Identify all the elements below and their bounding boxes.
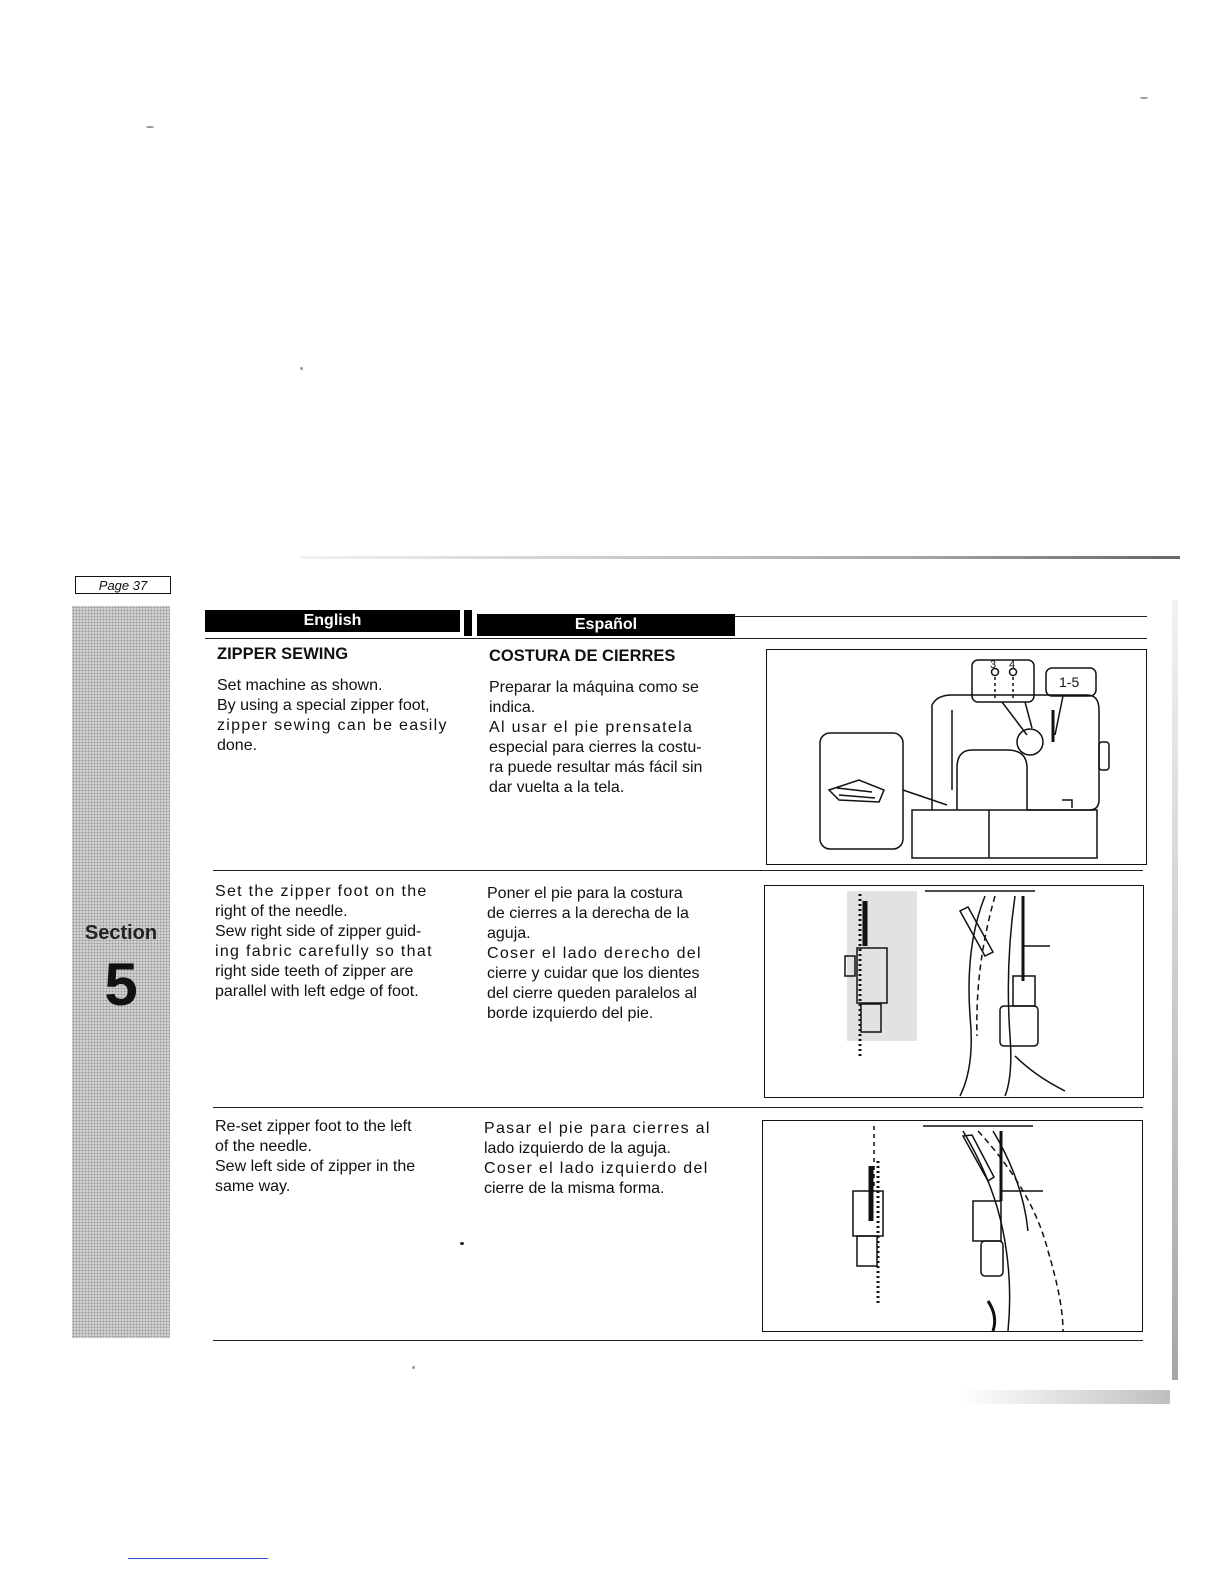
text-line: done. — [217, 737, 258, 754]
english-header: English — [205, 610, 460, 632]
text-line: cierre de la misma forma. — [484, 1180, 665, 1197]
text-line: parallel with left edge of foot. — [215, 983, 419, 1000]
english-heading: ZIPPER SEWING — [217, 645, 349, 663]
text-line: borde izquierdo del pie. — [487, 1005, 654, 1022]
dial-number-3: 3 — [990, 659, 997, 671]
text-line: By using a special zipper foot, — [217, 697, 430, 714]
text-line: Pasar el pie para cierres al — [484, 1120, 711, 1137]
scan-edge-line — [300, 556, 1180, 559]
page-number-label: Page 37 — [75, 576, 171, 594]
zipper-right-figure — [764, 885, 1144, 1098]
scan-speck — [1140, 97, 1148, 99]
text-line: Re-set zipper foot to the left — [215, 1118, 412, 1135]
text-line: Set machine as shown. — [217, 677, 383, 694]
scan-speck — [460, 1242, 464, 1245]
text-line: Al usar el pie prensatela — [489, 719, 694, 736]
sewing-machine-illustration — [767, 650, 1148, 866]
text-line: indica. — [489, 699, 536, 716]
dial-number-4: 4 — [1009, 659, 1016, 671]
spanish-header: Español — [477, 614, 735, 636]
english-text-block-3 — [215, 1117, 465, 1197]
text-line: dar vuelta a la tela. — [489, 779, 625, 796]
text-line: especial para cierres la costu- — [489, 739, 702, 756]
english-text-block-2 — [215, 882, 465, 1002]
stitch-callout-label: 1-5 — [1059, 674, 1080, 690]
zipper-left-figure — [762, 1120, 1143, 1332]
english-text-block-1 — [217, 676, 467, 756]
scan-speck — [300, 367, 303, 370]
spanish-text-block-3 — [484, 1119, 749, 1199]
sewing-machine-figure — [766, 649, 1147, 865]
text-line: zipper sewing can be easily — [217, 717, 448, 734]
zipper-left-illustration — [763, 1121, 1144, 1333]
zipper-edge — [960, 896, 985, 1096]
text-line: Sew left side of zipper in the — [215, 1158, 416, 1175]
text-line: Coser el lado derecho del — [487, 945, 702, 962]
bottom-rule — [213, 1340, 1143, 1341]
scan-edge-shadow — [960, 1390, 1170, 1404]
spanish-heading: COSTURA DE CIERRES — [489, 647, 676, 665]
text-line: Poner el pie para la costura — [487, 885, 683, 902]
header-rule — [735, 616, 1147, 617]
handwheel — [1099, 742, 1109, 770]
text-line: ing fabric carefully so that — [215, 943, 433, 960]
text-line: cierre y cuidar que los dientes — [487, 965, 700, 982]
scan-speck — [412, 1366, 415, 1369]
section-divider — [213, 870, 1143, 871]
header-underline — [205, 638, 1147, 639]
zipper-right-illustration — [765, 886, 1145, 1099]
dial-circle — [1017, 729, 1043, 755]
text-line: right side teeth of zipper are — [215, 963, 414, 980]
text-line: Preparar la máquina como se — [489, 679, 699, 696]
section-label: Section — [84, 922, 158, 944]
text-line: Sew right side of zipper guid- — [215, 923, 422, 940]
machine-arm — [932, 695, 1099, 810]
text-line: Set the zipper foot on the — [215, 883, 428, 900]
scan-blue-mark — [128, 1558, 268, 1559]
scan-right-edge — [1172, 600, 1178, 1380]
header-divider-mark — [464, 610, 472, 636]
presser-foot-icon — [829, 780, 884, 802]
text-line: right of the needle. — [215, 903, 348, 920]
spanish-text-block-2 — [487, 884, 752, 1024]
text-line: aguja. — [487, 925, 531, 942]
section-divider — [213, 1107, 1143, 1108]
section-number: 5 — [104, 951, 138, 1018]
machine-base — [912, 810, 1097, 858]
text-line: Coser el lado izquierdo del — [484, 1160, 709, 1177]
scan-speck — [146, 126, 154, 128]
text-line: ra puede resultar más fácil sin — [489, 759, 703, 776]
text-line: del cierre queden paralelos al — [487, 985, 697, 1002]
text-line: of the needle. — [215, 1138, 312, 1155]
text-line: de cierres a la derecha de la — [487, 905, 689, 922]
spanish-text-block-1 — [489, 678, 749, 798]
text-line: lado izquierdo de la aguja. — [484, 1140, 671, 1157]
text-line: same way. — [215, 1178, 291, 1195]
